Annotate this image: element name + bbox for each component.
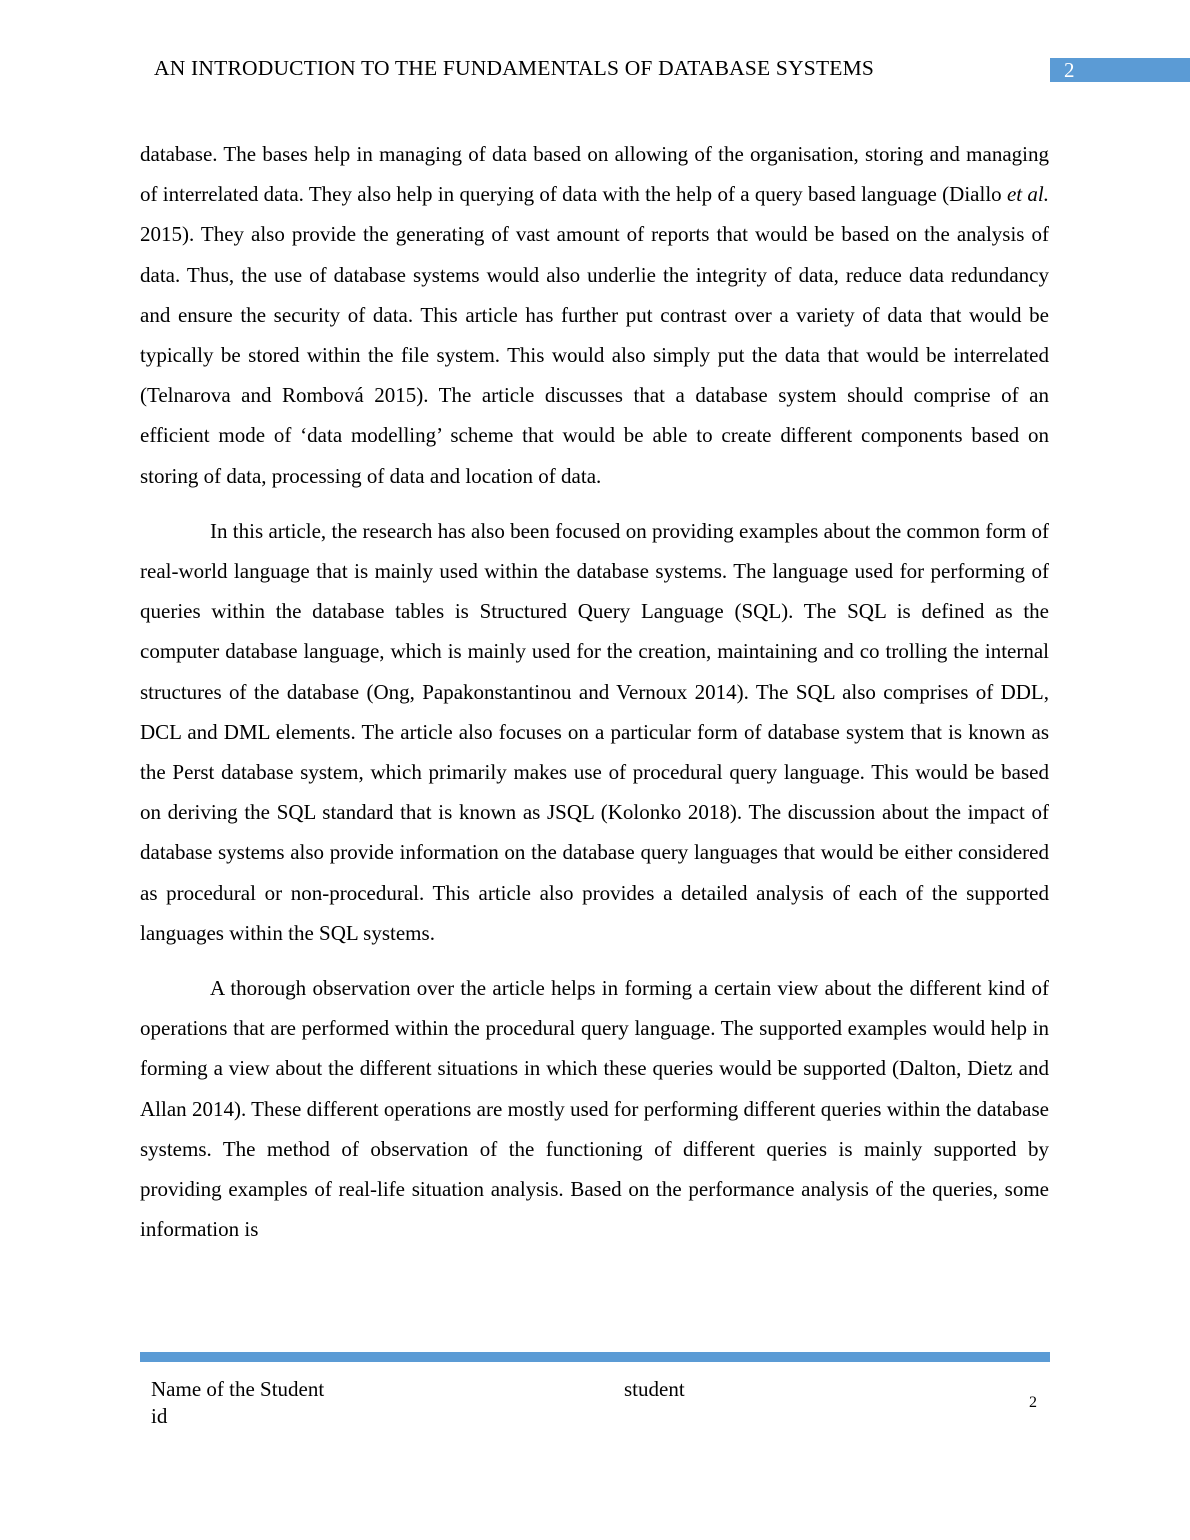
- footer-student-id: id: [151, 1404, 168, 1428]
- paragraph-1: [140, 134, 1049, 496]
- paragraph-1-text-b: 2015). They also provide the generating of vast amount of reports that would be based on the analysis of data. Thus, the use of database systems would also underlie the integrity of data, reduce data redundancy and ensure the security of data. This article has further put contrast over a variety of data that would be typically be stored within the file system. This would also simply put the data that would be interrelated (Telnarova and Rombová 2015). The article discusses that a database system should comprise of an efficient mode of ‘data modelling’ scheme that would be able to create different components based on storing of data, processing of data and location of data.: [140, 222, 1049, 488]
- document-body: [140, 134, 1049, 1249]
- paragraph-2: In this article, the research has also been focused on providing examples about the common form of real-world language that is mainly used within the database systems. The language used for performing of queries within the database tables is Structured Query Language (SQL). The SQL is defined as the computer database language, which is mainly used for the creation, maintaining and co trolling the internal structures of the database (Ong, Papakonstantinou and Vernoux 2014). The SQL also comprises of DDL, DCL and DML elements. The article also focuses on a particular form of database system that is known as the Perst database system, which primarily makes use of procedural query language. This would be based on deriving the SQL standard that is known as JSQL (Kolonko 2018). The discussion about the impact of database systems also provide information on the database query languages that would be either considered as procedural or non-procedural. This article also provides a detailed analysis of each of the supported languages within the SQL systems.: [140, 518, 1049, 945]
- paragraph-3: A thorough observation over the article helps in forming a certain view about the different kind of operations that are performed within the procedural query language. The supported examples would help in forming a view about the different situations in which these queries would be supported (Dalton, Dietz and Allan 2014). These different operations are mostly used for performing different queries within the database systems. The method of observation of the functioning of different queries is mainly supported by providing examples of real-life situation analysis. Based on the performance analysis of the queries, some information is: [140, 976, 1049, 1242]
- header-page-number-badge: 2: [1050, 58, 1190, 82]
- footer-student-label: student: [624, 1377, 685, 1401]
- footer-student-name: Name of the Student: [151, 1377, 325, 1401]
- footer-page-number: 2: [1029, 1394, 1037, 1411]
- paragraph-1-text-a: database. The bases help in managing of data based on allowing of the organisation, storing and managing of interrelated data. They also help in querying of data with the help of a query based language (Diallo: [140, 142, 1049, 207]
- running-header-title: AN INTRODUCTION TO THE FUNDAMENTALS OF DATABASE SYSTEMS: [154, 56, 875, 80]
- paragraph-1-citation-italic: et al.: [1006, 182, 1049, 207]
- footer-divider: [140, 1352, 1050, 1362]
